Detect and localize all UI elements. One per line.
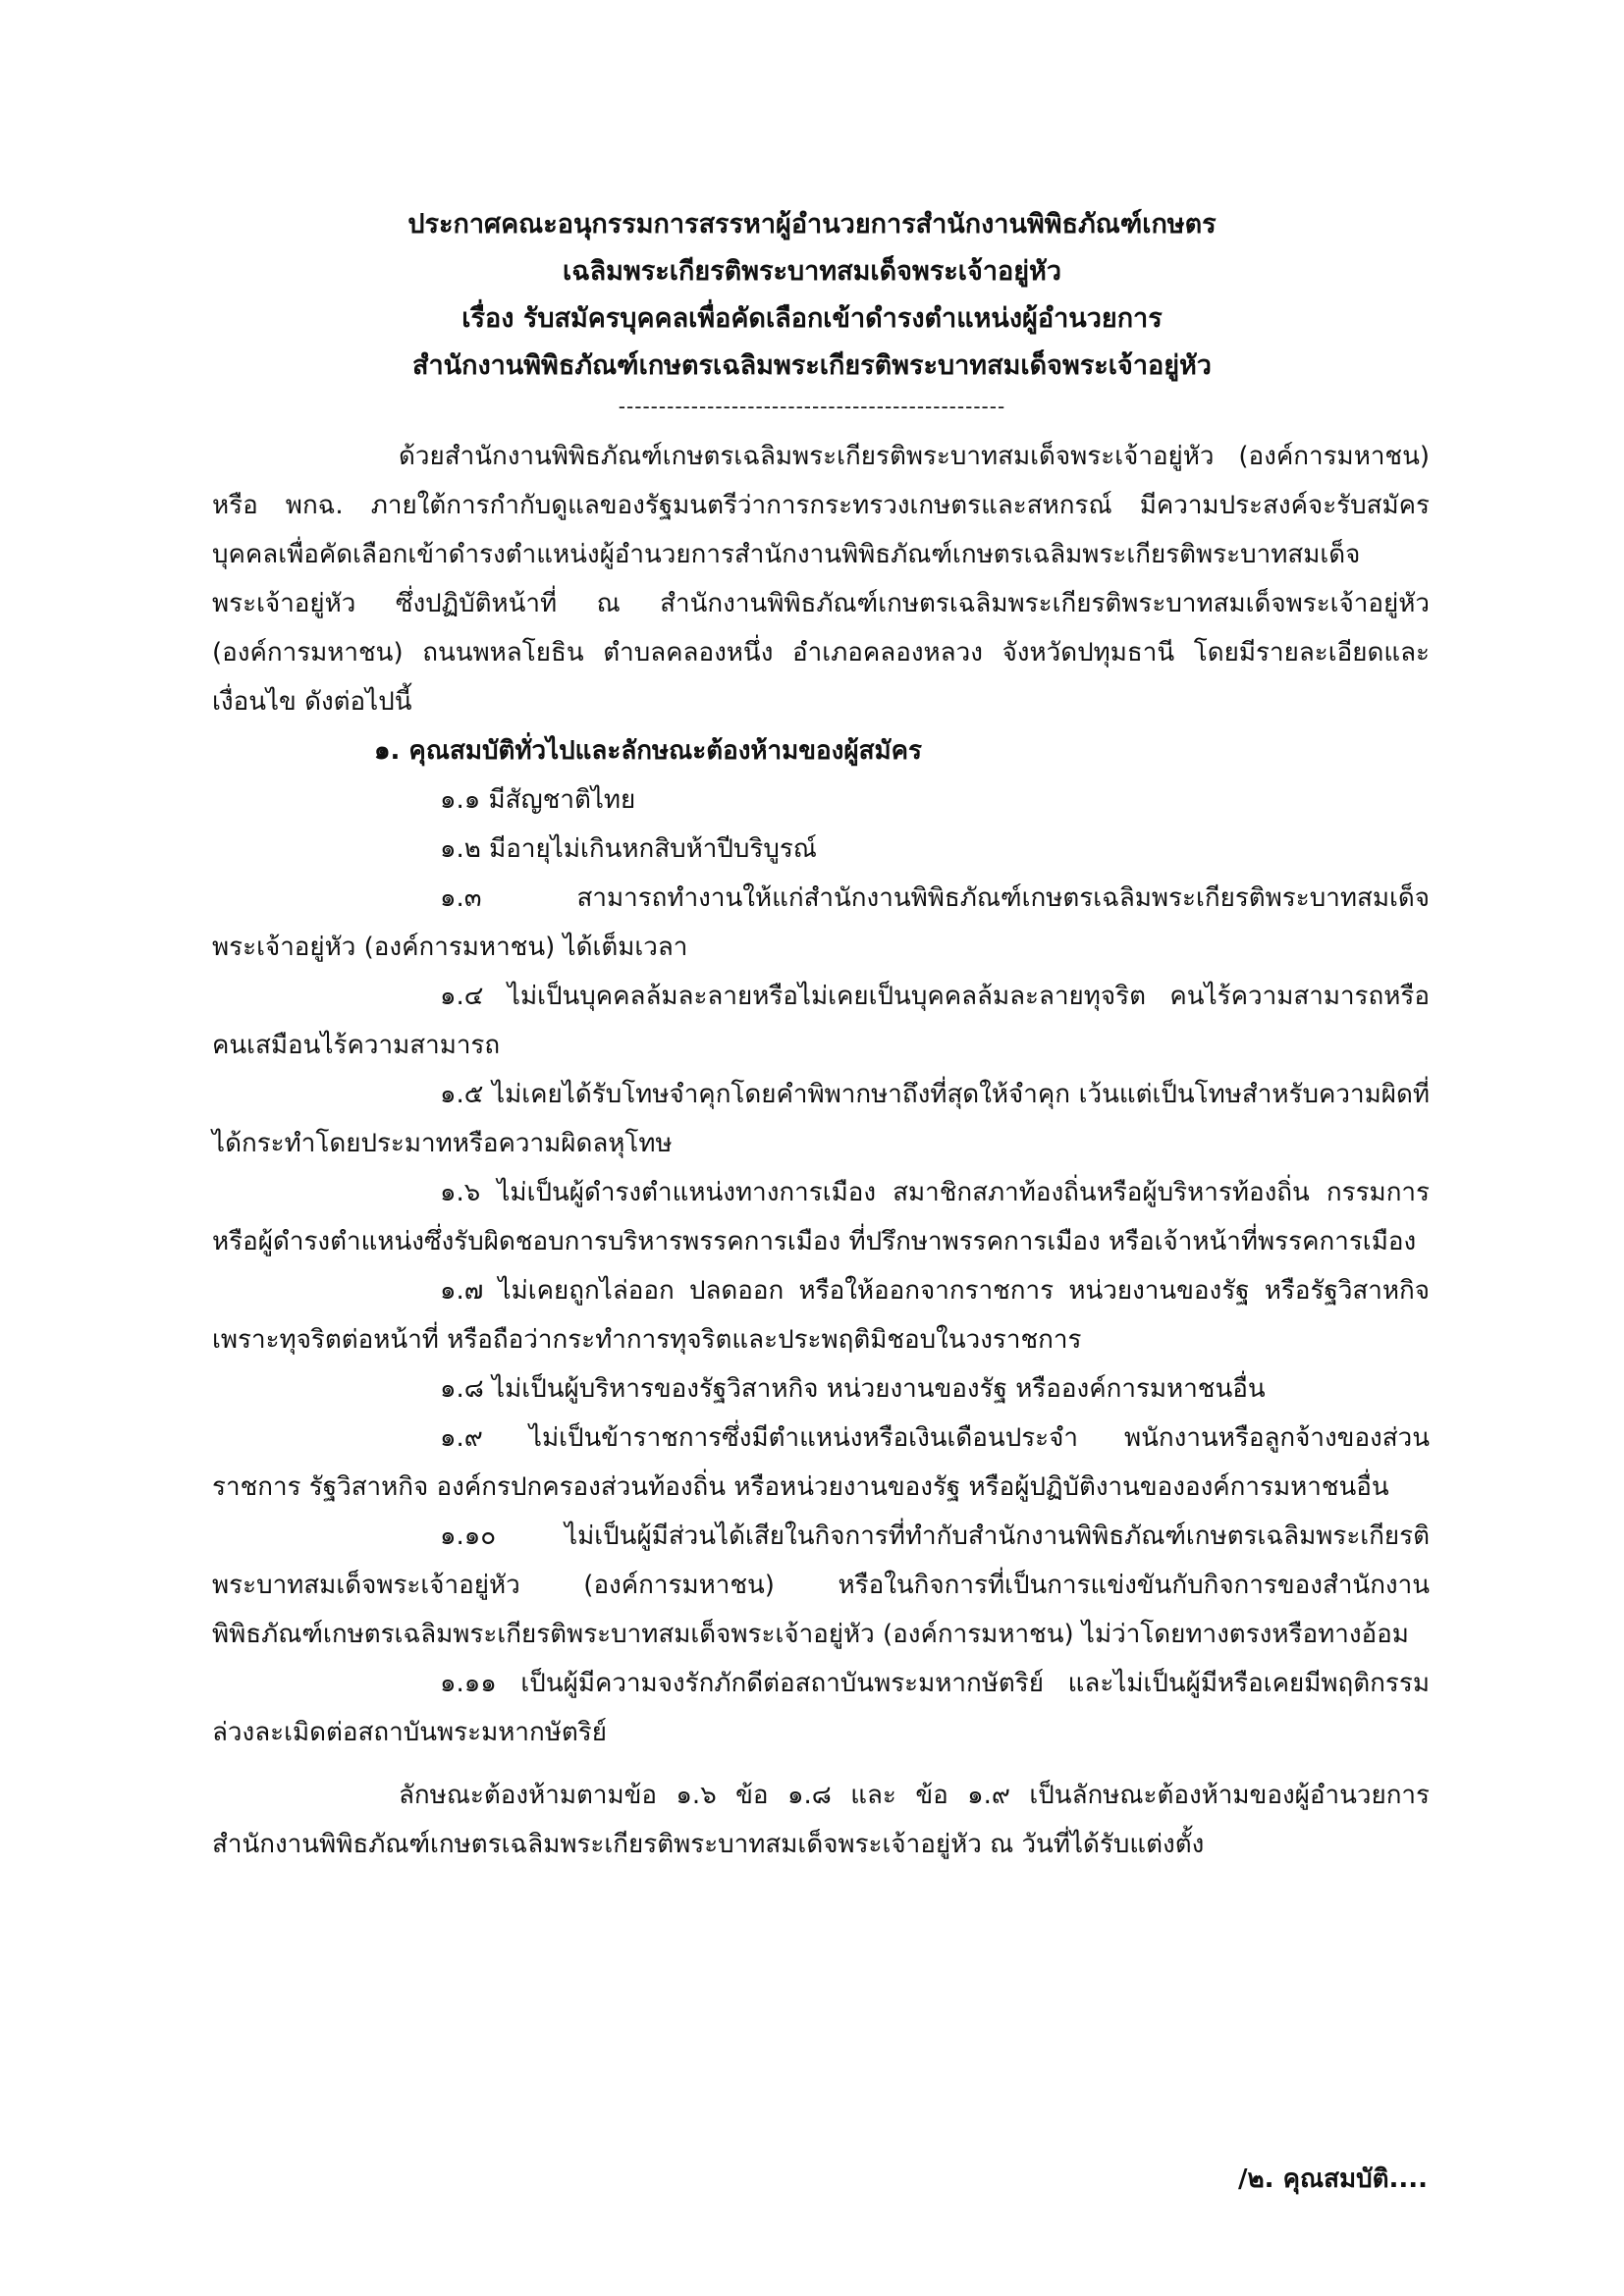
- continuation-marker: /๒. คุณสมบัติ....: [1238, 2164, 1428, 2194]
- item-1-1: ๑.๑ มีสัญชาติไทย: [440, 785, 636, 815]
- section-1-heading: ๑. คุณสมบัติทั่วไปและลักษณะต้องห้ามของผู้สมัคร: [374, 736, 922, 766]
- title-line-2: เฉลิมพระเกียรติพระบาทสมเด็จพระเจ้าอยู่หัว: [563, 256, 1061, 287]
- intro-paragraph: ด้วยสำนักงานพิพิธภัณฑ์เกษตรเฉลิมพระเกียรติพระบาทสมเด็จพระเจ้าอยู่หัว (องค์การมหาชน) หรือ พกฉ. ภายใต้การกำกับดูแลของรัฐมนตรีว่าการกระทรวงเกษตรและสหกรณ์ มีความประสงค์จะรับสมัครบุคคลเพื่อคัดเลือกเข้าดำรงตำแหน่งผู้อำนวยการสำนักงานพิพิธภัณฑ์เกษตรเฉลิมพระเกียรติพระบาทสมเด็จพระเจ้าอยู่หัว ซึ่งปฏิบัติหน้าที่ ณ สำนักงานพิพิธภัณฑ์เกษตรเฉลิมพระเกียรติพระบาทสมเด็จพระเจ้าอยู่หัว (องค์การมหาชน) ถนนพหลโยธิน ตำบลคลองหนึ่ง อำเภอคลองหลวง จังหวัดปทุมธานี โดยมีรายละเอียดและเงื่อนไข ดังต่อไปนี้: [212, 442, 1430, 717]
- document-body: [212, 432, 1430, 1869]
- item-1-2: ๑.๒ มีอายุไม่เกินหกสิบห้าปีบริบูรณ์: [440, 834, 817, 864]
- item-1-3: ๑.๓ สามารถทำงานให้แก่สำนักงานพิพิธภัณฑ์เกษตรเฉลิมพระเกียรติพระบาทสมเด็จพระเจ้าอยู่หัว (องค์การมหาชน) ได้เต็มเวลา: [212, 883, 1430, 962]
- item-1-7: ๑.๗ ไม่เคยถูกไล่ออก ปลดออก หรือให้ออกจากราชการ หน่วยงานของรัฐ หรือรัฐวิสาหกิจ เพราะทุจริตต่อหน้าที่ หรือถือว่ากระทำการทุจริตและประพฤติมิชอบในวงราชการ: [212, 1276, 1430, 1355]
- item-1-4: ๑.๔ ไม่เป็นบุคคลล้มละลายหรือไม่เคยเป็นบุคคลล้มละลายทุจริต คนไร้ความสามารถหรือคนเสมือนไร้ความสามารถ: [212, 982, 1430, 1060]
- prohibition-note: ลักษณะต้องห้ามตามข้อ ๑.๖ ข้อ ๑.๘ และ ข้อ ๑.๙ เป็นลักษณะต้องห้ามของผู้อำนวยการสำนักงานพิพิธภัณฑ์เกษตรเฉลิมพระเกียรติพระบาทสมเด็จพระเจ้าอยู่หัว ณ วันที่ได้รับแต่งตั้ง: [212, 1781, 1430, 1859]
- announcement-title: [196, 201, 1428, 421]
- item-1-6: ๑.๖ ไม่เป็นผู้ดำรงตำแหน่งทางการเมือง สมาชิกสภาท้องถิ่นหรือผู้บริหารท้องถิ่น กรรมการหรือผู้ดำรงตำแหน่งซึ่งรับผิดชอบการบริหารพรรคการเมือง ที่ปรึกษาพรรคการเมือง หรือเจ้าหน้าที่พรรคการเมือง: [212, 1178, 1430, 1256]
- title-separator: ------------------------------------------------: [618, 395, 1006, 418]
- title-line-3: เรื่อง รับสมัครบุคคลเพื่อคัดเลือกเข้าดำรงตำแหน่งผู้อำนวยการ: [461, 303, 1163, 334]
- item-1-11: ๑.๑๑ เป็นผู้มีความจงรักภักดีต่อสถาบันพระมหากษัตริย์ และไม่เป็นผู้มีหรือเคยมีพฤติกรรมล่วงละเมิดต่อสถาบันพระมหากษัตริย์: [212, 1669, 1430, 1747]
- item-1-5: ๑.๕ ไม่เคยได้รับโทษจำคุกโดยคำพิพากษาถึงที่สุดให้จำคุก เว้นแต่เป็นโทษสำหรับความผิดที่ได้กระทำโดยประมาทหรือความผิดลหุโทษ: [212, 1080, 1430, 1158]
- item-1-10: ๑.๑๐ ไม่เป็นผู้มีส่วนได้เสียในกิจการที่ทำกับสำนักงานพิพิธภัณฑ์เกษตรเฉลิมพระเกียรติพระบาทสมเด็จพระเจ้าอยู่หัว (องค์การมหาชน) หรือในกิจการที่เป็นการแข่งขันกับกิจการของสำนักงานพิพิธภัณฑ์เกษตรเฉลิมพระเกียรติพระบาทสมเด็จพระเจ้าอยู่หัว (องค์การมหาชน) ไม่ว่าโดยทางตรงหรือทางอ้อม: [212, 1522, 1430, 1649]
- item-1-8: ๑.๘ ไม่เป็นผู้บริหารของรัฐวิสาหกิจ หน่วยงานของรัฐ หรือองค์การมหาชนอื่น: [440, 1374, 1266, 1404]
- title-line-4: สำนักงานพิพิธภัณฑ์เกษตรเฉลิมพระเกียรติพระบาทสมเด็จพระเจ้าอยู่หัว: [412, 350, 1212, 381]
- item-1-9: ๑.๙ ไม่เป็นข้าราชการซึ่งมีตำแหน่งหรือเงินเดือนประจำ พนักงานหรือลูกจ้างของส่วนราชการ รัฐวิสาหกิจ องค์กรปกครองส่วนท้องถิ่น หรือหน่วยงานของรัฐ หรือผู้ปฏิบัติงานขององค์การมหาชนอื่น: [212, 1423, 1430, 1502]
- title-line-1: ประกาศคณะอนุกรรมการสรรหาผู้อำนวยการสำนักงานพิพิธภัณฑ์เกษตร: [407, 209, 1217, 240]
